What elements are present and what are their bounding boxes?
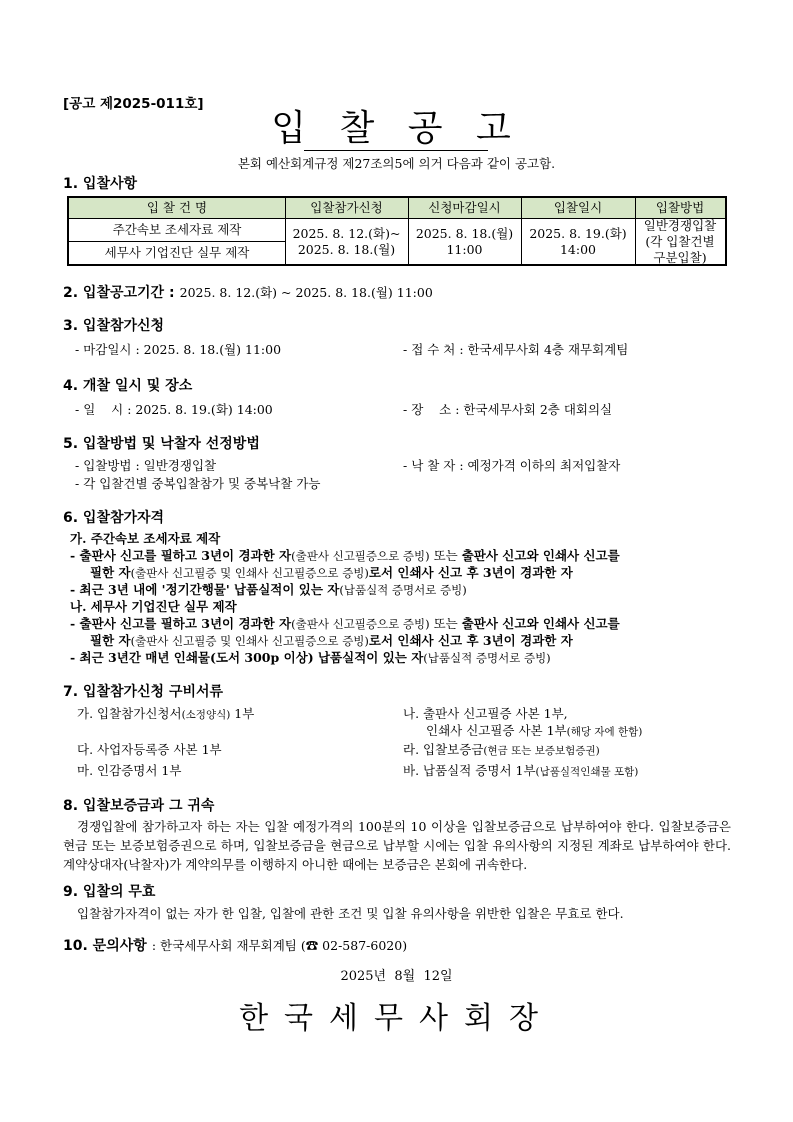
qual-b-bold-4: 로서 인쇄사 신고 후 3년이 경과한 자 (368, 633, 573, 648)
winner-selection: - 낙 찰 자 : 예정가격 이하의 최저입찰자 (403, 458, 621, 473)
table-cell-item-1: 주간속보 조세자료 제작 (112, 222, 242, 237)
section-7-heading: 7. 입찰참가신청 구비서류 (63, 684, 224, 700)
qual-a-line-3 (70, 580, 467, 598)
opening-place: - 장 소 : 한국세무사회 2층 대회의실 (403, 402, 613, 417)
doc-ba-label: 바. 납품실적 증명서 1부 (403, 763, 536, 778)
doc-na-line-2 (426, 721, 642, 739)
qual-b-title: 나. 세무사 기업진단 실무 제작 (70, 599, 237, 614)
table-header-method: 입찰방법 (635, 198, 725, 218)
qual-b-bold-2: 출판사 신고와 인쇄사 신고를 (461, 616, 620, 631)
doc-ma: 마. 인감증명서 1부 (77, 763, 182, 778)
qual-a-bold-2: 출판사 신고와 인쇄사 신고를 (461, 548, 620, 563)
qual-a-bold-3: 필한 자 (90, 565, 131, 580)
section-2-heading: 2. 입찰공고기간 : (63, 285, 175, 301)
bid-line-1: 2025. 8. 19.(화) (529, 225, 627, 241)
apply-line-2: 2025. 8. 18.(월) (297, 241, 396, 257)
opening-datetime: - 일 시 : 2025. 8. 19.(화) 14:00 (75, 402, 273, 417)
table-cell-deadline (408, 219, 521, 264)
qual-a-or: 또는 (429, 548, 462, 563)
method-line-3: 구분입찰) (653, 249, 707, 265)
bid-items-table (67, 196, 727, 266)
section-3-heading: 3. 입찰참가신청 (63, 318, 165, 334)
invalid-bid-text: 입찰참가자격이 없는 자가 한 입찰, 입찰에 관한 조건 및 입찰 유의사항을 위반한 입찰은 무효로 한다. (77, 906, 624, 921)
announce-date: 2025년 8월 12일 (340, 969, 453, 984)
table-cell-apply-period (285, 219, 408, 264)
doc-na-line-1: 나. 출판사 신고필증 사본 1부, (403, 706, 568, 721)
issuer-name: 한국세무사회장 (239, 1001, 554, 1036)
qual-a-line-1 (70, 546, 620, 564)
qual-b-line-1 (70, 614, 620, 632)
apply-line-1: 2025. 8. 12.(화)~ (292, 225, 401, 241)
section-8-heading: 8. 입찰보증금과 그 귀속 (63, 798, 215, 814)
section-2 (63, 282, 433, 302)
section-10 (63, 935, 407, 955)
title-underline (304, 150, 488, 151)
table-header-deadline: 신청마감일시 (408, 198, 521, 218)
table-cell-bid-date (521, 219, 635, 264)
qual-b-line-2 (90, 631, 573, 649)
qual-a-note-1: (출판사 신고필증으로 증빙) (291, 549, 430, 563)
section-10-heading: 10. 문의사항 (63, 938, 147, 954)
deadline-line-1: 2025. 8. 18.(월) (415, 225, 514, 241)
section-4-heading: 4. 개찰 일시 및 장소 (63, 378, 193, 394)
qual-a-bold-1: - 출판사 신고를 필하고 3년이 경과한 자 (70, 548, 292, 563)
doc-ga-count: 1부 (230, 706, 255, 721)
table-cell-item-2: 세무사 기업진단 실무 제작 (104, 245, 250, 260)
doc-ga-label: 가. 입찰참가신청서 (77, 706, 182, 721)
announce-period: 2025. 8. 12.(화) ~ 2025. 8. 18.(월) 11:00 (179, 285, 433, 300)
notice-number: [공고 제2025-011호] (63, 96, 204, 112)
qual-b-note-2: (출판사 신고필증 및 인쇄사 신고필증으로 증빙) (130, 634, 369, 648)
method-line-1: 일반경쟁입찰 (643, 217, 717, 233)
section-5-heading: 5. 입찰방법 및 낙찰자 선정방법 (63, 436, 260, 452)
table-header-item: 입 찰 건 명 (69, 198, 285, 218)
qual-b-bold-5: - 최근 3년간 매년 인쇄물(도서 300p 이상) 납품실적이 있는 자 (70, 650, 424, 665)
deadline-line-2: 11:00 (446, 241, 483, 257)
qual-a-note-3: (납품실적 증명서로 증빙) (339, 583, 467, 597)
method-line-2: (각 입찰건별 (645, 233, 715, 249)
contact-info: : 한국세무사회 재무회계팀 (☎ 02-587-6020) (151, 938, 408, 953)
qual-a-bold-4: 로서 인쇄사 신고 후 3년이 경과한 자 (368, 565, 573, 580)
doc-ba-note: (납품실적인쇄물 포함) (535, 766, 639, 778)
table-header-apply: 입찰참가신청 (285, 198, 408, 218)
apply-office: - 접 수 처 : 한국세무사회 4층 재무회계팀 (403, 342, 629, 357)
doc-ra (403, 740, 600, 758)
qual-b-note-3: (납품실적 증명서로 증빙) (423, 651, 551, 665)
doc-ba (403, 761, 638, 779)
doc-da: 다. 사업자등록증 사본 1부 (77, 742, 222, 757)
bid-method: - 입찰방법 : 일반경쟁입찰 (75, 458, 217, 473)
qual-a-bold-5: - 최근 3년 내에 '정기간행물' 납품실적이 있는 자 (70, 582, 340, 597)
qual-b-note-1: (출판사 신고필증으로 증빙) (291, 617, 430, 631)
qual-a-note-2: (출판사 신고필증 및 인쇄사 신고필증으로 증빙) (130, 566, 369, 580)
intro-text: 본회 예산회계규정 제27조의5에 의거 다음과 같이 공고함. (237, 156, 556, 171)
doc-ra-label: 라. 입찰보증금 (403, 742, 484, 757)
doc-na-label: 인쇄사 신고필증 사본 1부 (426, 723, 567, 738)
table-header-bid-date: 입찰일시 (521, 198, 635, 218)
document-title: 입 찰 공 고 (271, 108, 522, 149)
table-cell-method (635, 219, 725, 264)
qual-a-line-2 (90, 563, 573, 581)
qual-b-or: 또는 (429, 616, 462, 631)
doc-ra-note: (현금 또는 보증보험증권) (483, 745, 600, 757)
section-6-heading: 6. 입찰참가자격 (63, 510, 165, 526)
deposit-paragraph: 경쟁입찰에 참가하고자 하는 자는 입찰 예정가격의 100분의 10 이상을 입찰보증금으로 납부하여야 한다. 입찰보증금은 현금 또는 보증보험증권으로 하며, 입찰보증금을 현금으로 납부할 시에는 입찰 유의사항의 지정된 계좌로 납부하여야 한다. 계약상대자(낙찰자)가 계약의무를 이행하지 아니한 때에는 보증금은 본회에 귀속한다. (63, 819, 731, 872)
doc-ga (77, 704, 254, 722)
doc-ga-note: (소정양식) (181, 709, 231, 721)
doc-na-note: (해당 자에 한함) (566, 726, 643, 738)
duplicate-bid-note: - 각 입찰건별 중복입찰참가 및 중복낙찰 가능 (75, 476, 321, 491)
section-1-heading: 1. 입찰사항 (63, 176, 138, 192)
section-9-heading: 9. 입찰의 무효 (63, 884, 156, 900)
qual-b-line-3 (70, 648, 551, 666)
qual-b-bold-3: 필한 자 (90, 633, 131, 648)
bid-line-2: 14:00 (559, 241, 597, 257)
apply-deadline: - 마감일시 : 2025. 8. 18.(월) 11:00 (75, 342, 282, 357)
qual-b-bold-1: - 출판사 신고를 필하고 3년이 경과한 자 (70, 616, 292, 631)
qual-a-title: 가. 주간속보 조세자료 제작 (70, 531, 221, 546)
